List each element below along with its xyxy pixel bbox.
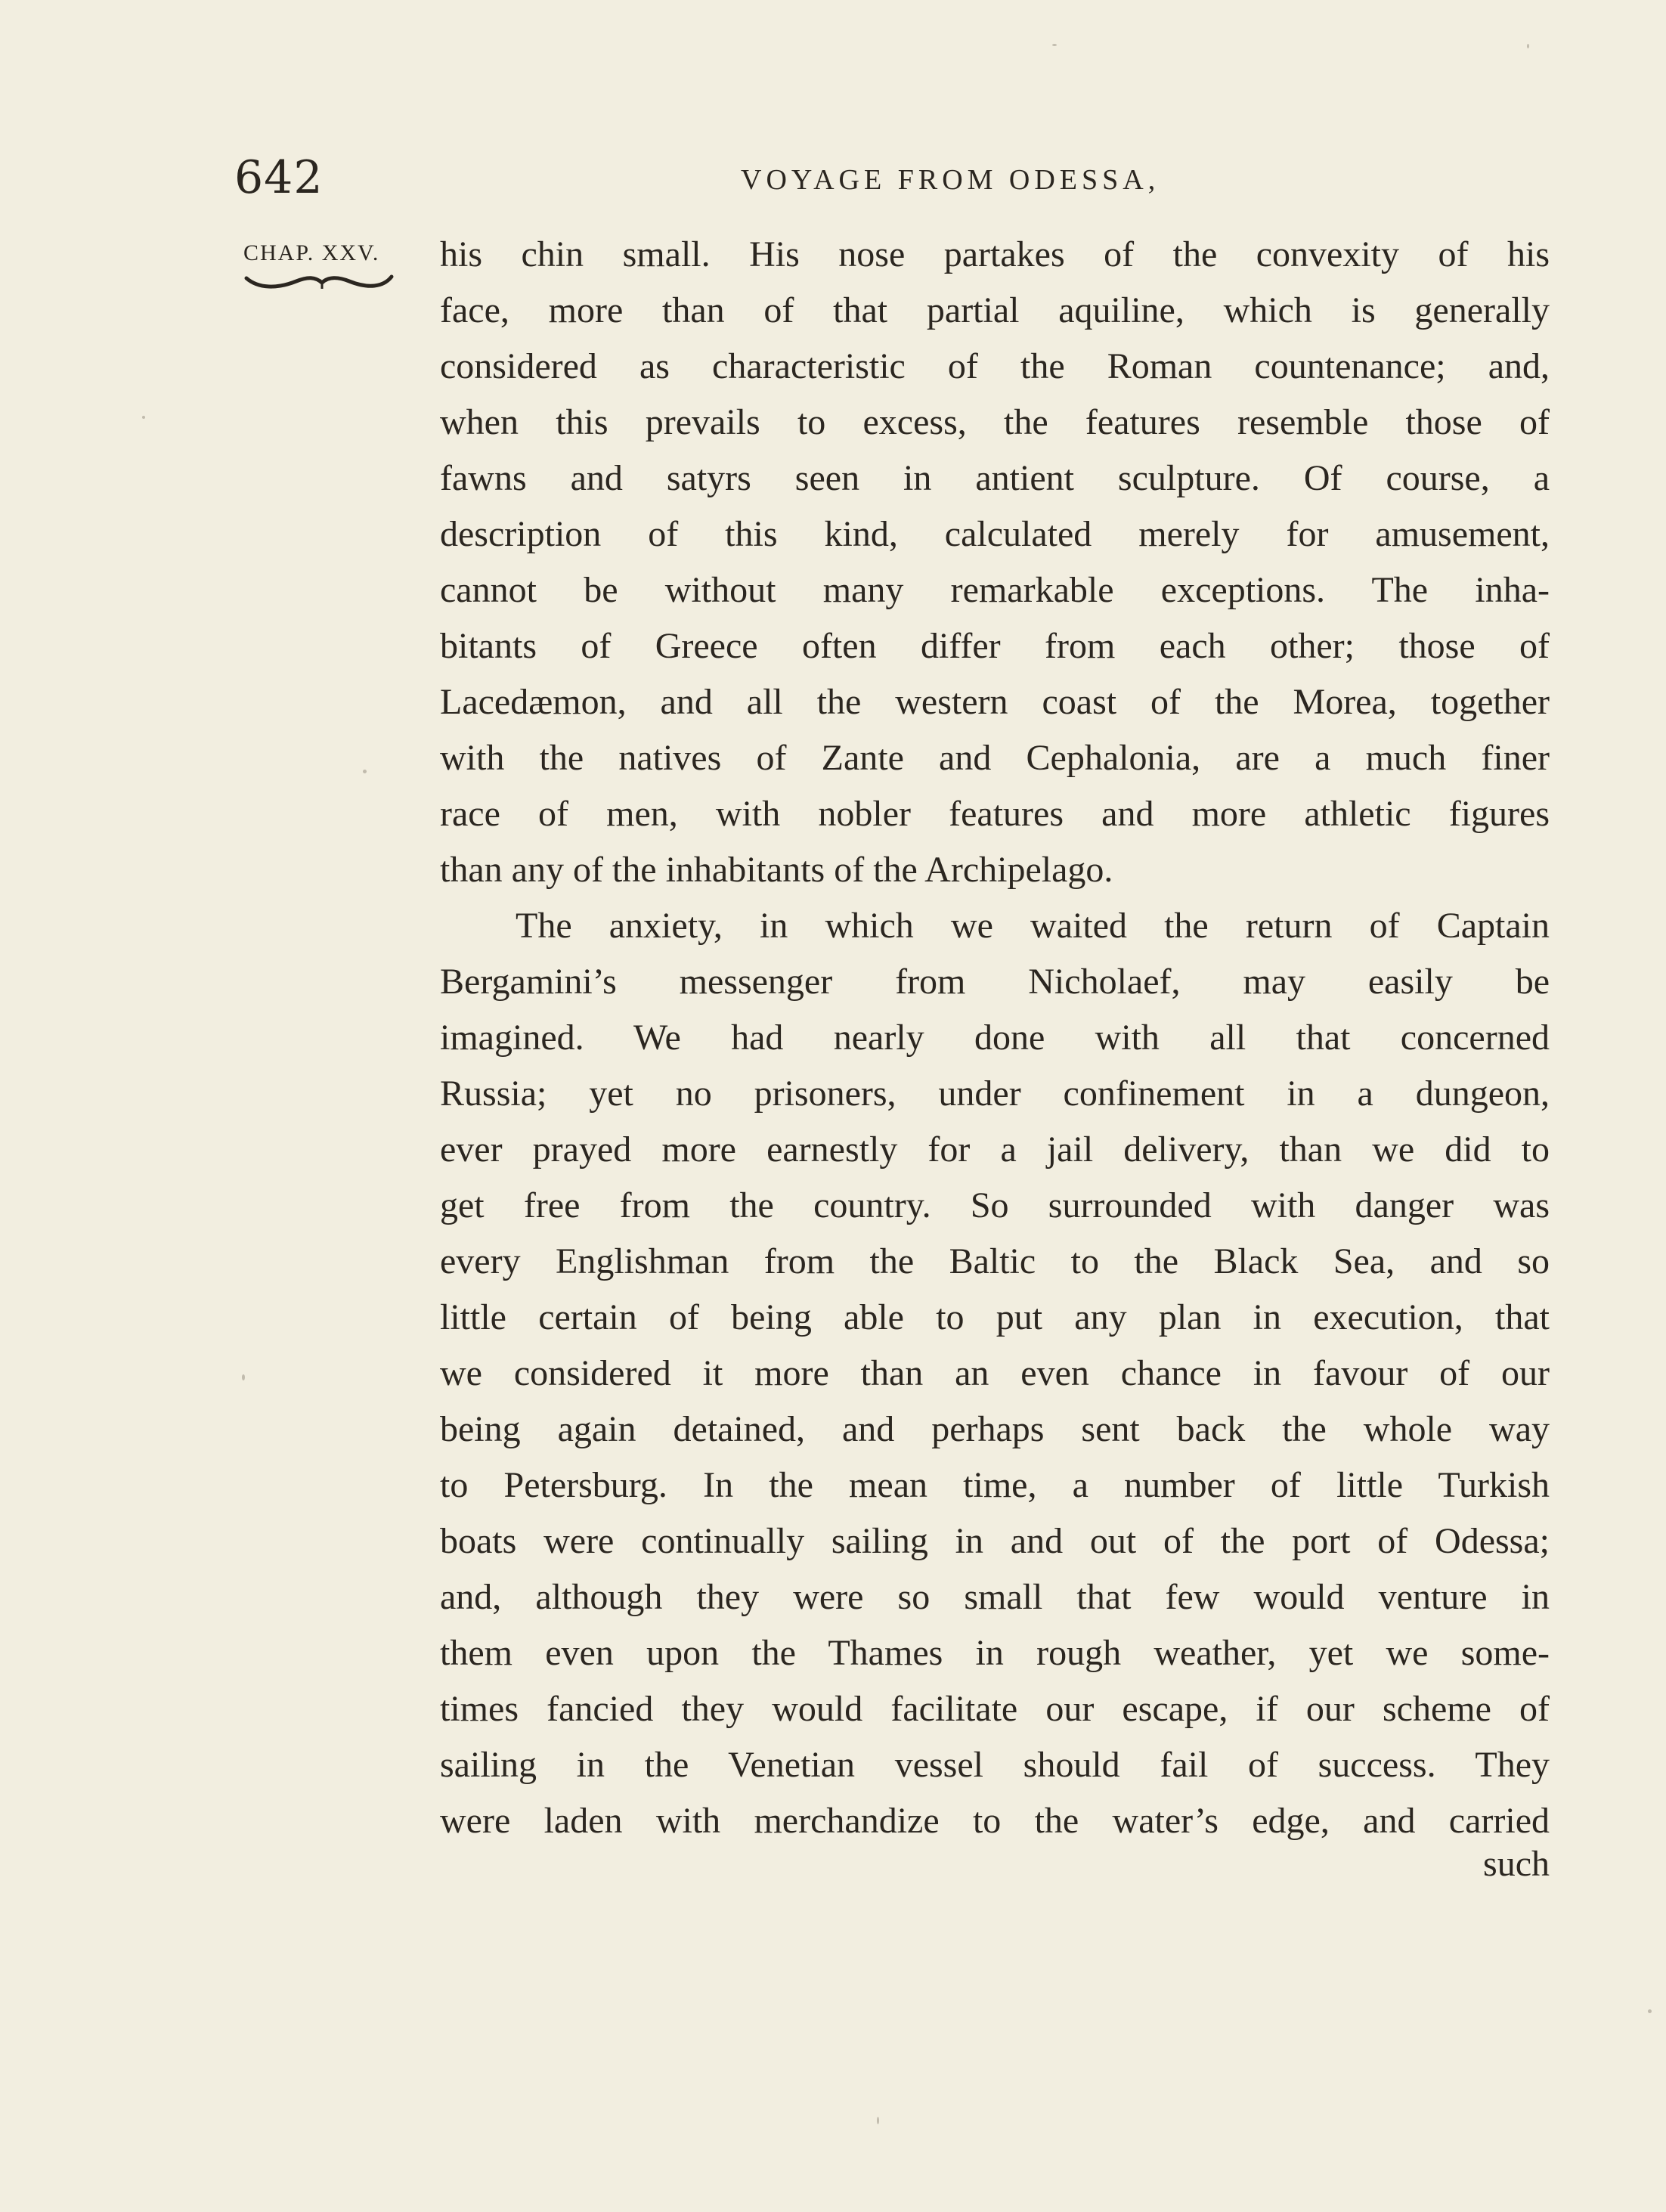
paper-speck (242, 1374, 245, 1380)
paper-speck (877, 2117, 879, 2124)
text-line: times fancied they would facilitate our escape, if our scheme of (440, 1689, 1550, 1729)
chapter-label: CHAP. XXV. (243, 240, 380, 265)
text-line: ever prayed more earnestly for a jail delivery, than we did to (440, 1129, 1550, 1170)
text-line: Lacedæmon, and all the western coast of the Morea, together (440, 682, 1550, 722)
text-line: than any of the inhabitants of the Archipelago. (440, 850, 1113, 890)
paper-speck (1648, 2009, 1652, 2013)
text-line: imagined. We had nearly done with all that concerned (440, 1018, 1550, 1058)
page-number: 642 (234, 151, 324, 204)
text-line: when this prevails to excess, the features resemble those of (440, 402, 1550, 442)
text-line: get free from the country. So surrounded with danger was (440, 1185, 1550, 1225)
catchword: such (1483, 1844, 1550, 1884)
text-line: them even upon the Thames in rough weather, yet we some- (440, 1633, 1550, 1673)
text-line: face, more than of that partial aquiline, which is generally (440, 290, 1550, 330)
text-line: were laden with merchandize to the water’s edge, and carried (440, 1801, 1550, 1841)
text-line: we considered it more than an even chance in favour of our (440, 1353, 1550, 1393)
text-line: race of men, with nobler features and more athletic figures (440, 794, 1550, 834)
paper-speck (1052, 44, 1057, 46)
text-line: being again detained, and perhaps sent back the whole way (440, 1409, 1550, 1449)
text-line: to Petersburg. In the mean time, a number of little Turkish (440, 1465, 1550, 1505)
text-line: bitants of Greece often differ from each other; those of (440, 626, 1550, 666)
text-line: little certain of being able to put any plan in execution, that (440, 1297, 1550, 1337)
text-line: Bergamini’s messenger from Nicholaef, may easily be (440, 962, 1550, 1002)
text-line: description of this kind, calculated merely for amusement, (440, 514, 1550, 554)
chapter-margin-note (243, 240, 395, 295)
text-line: and, although they were so small that few would venture in (440, 1577, 1550, 1617)
paper-speck (363, 770, 367, 773)
running-title: VOYAGE FROM ODESSA, (741, 164, 1160, 196)
text-line: fawns and satyrs seen in antient sculpture. Of course, a (440, 458, 1550, 498)
body-text (440, 227, 1550, 1849)
text-line: considered as characteristic of the Roman countenance; and, (440, 346, 1550, 386)
text-line: every Englishman from the Baltic to the Black Sea, and so (440, 1241, 1550, 1281)
paragraph-first-line: The anxiety, in which we waited the return of Captain (516, 906, 1550, 946)
text-line: his chin small. His nose partakes of the convexity of his (440, 234, 1550, 274)
text-line: Russia; yet no prisoners, under confinement in a dungeon, (440, 1073, 1550, 1114)
text-line: sailing in the Venetian vessel should fail of success. They (440, 1745, 1550, 1785)
paper-speck (142, 416, 145, 419)
page-header (0, 151, 1666, 204)
text-line: with the natives of Zante and Cephalonia, are a much finer (440, 738, 1550, 778)
text-line: boats were continually sailing in and out of the port of Odessa; (440, 1521, 1550, 1561)
flourish-ornament-icon (243, 272, 395, 295)
paper-speck (1527, 44, 1529, 48)
text-line: cannot be without many remarkable exceptions. The inha- (440, 570, 1550, 610)
